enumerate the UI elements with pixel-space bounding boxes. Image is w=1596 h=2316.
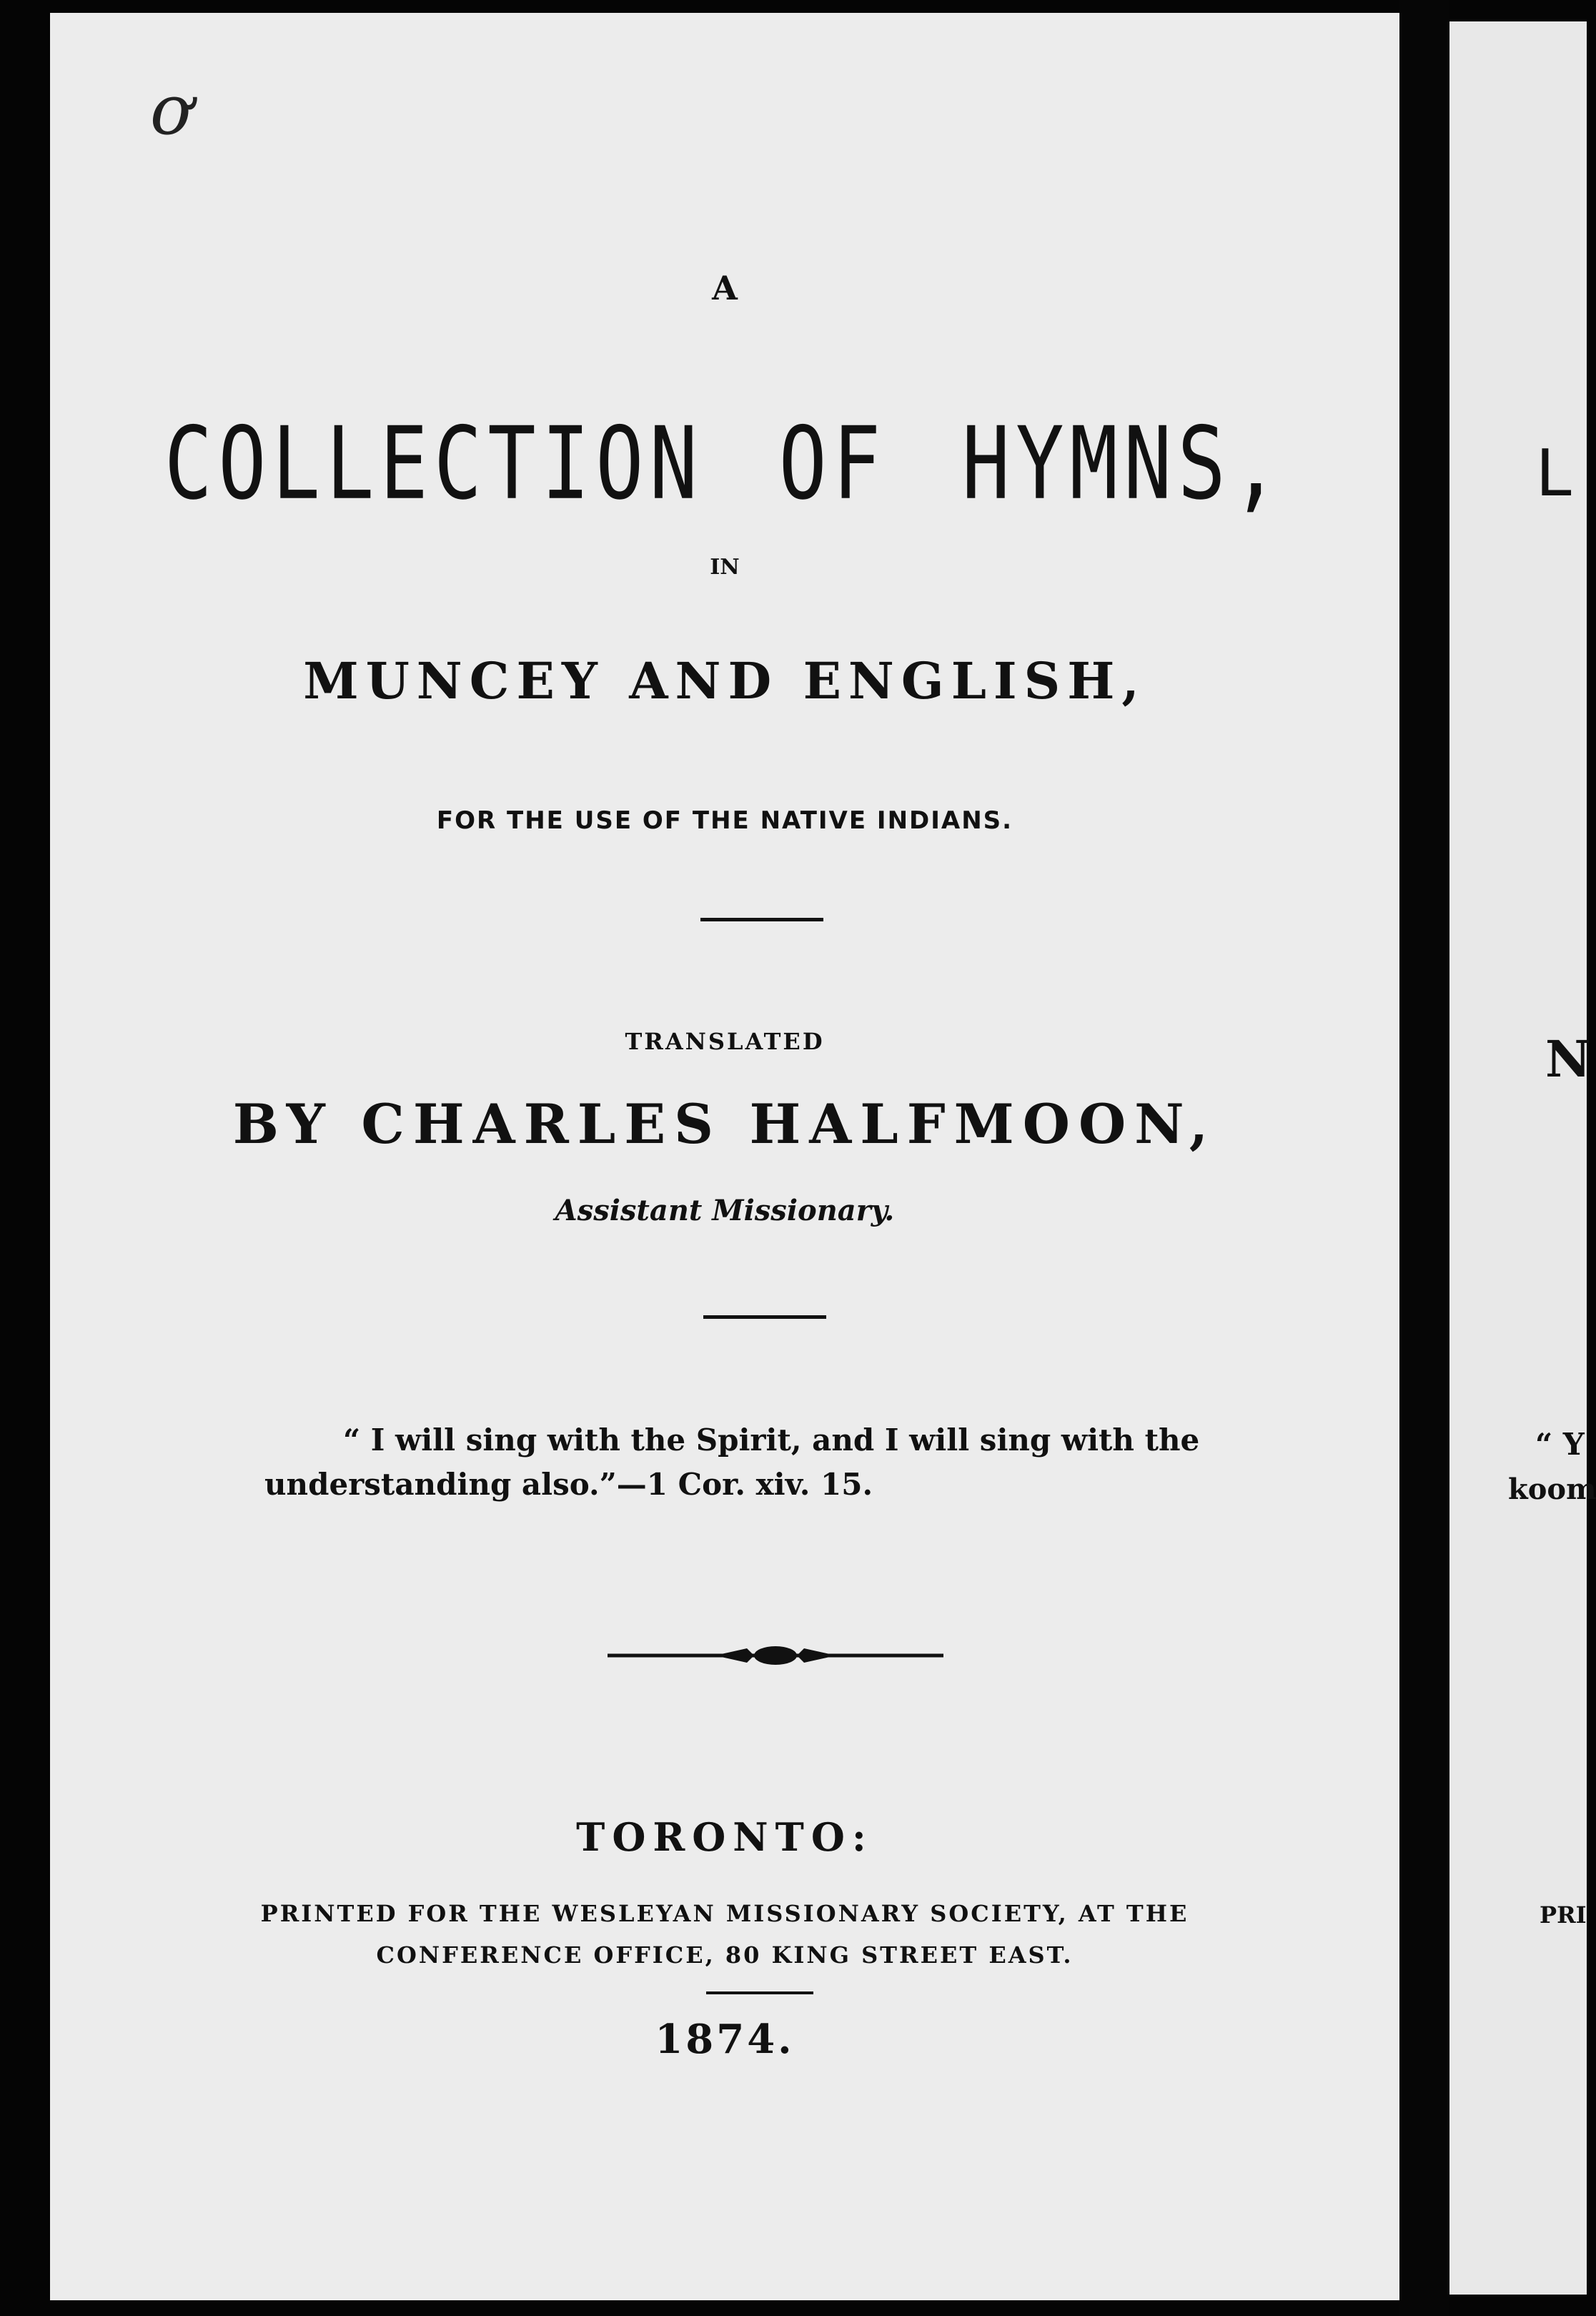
title-preposition: IN [710, 555, 740, 580]
publication-year: 1874. [655, 2016, 795, 2063]
ornament-rule [608, 1641, 943, 1670]
translator-name: BY CHARLES HALFMOON, [232, 1092, 1217, 1156]
epigraph: “ I will sing with the Spirit, and I will sing with the understanding also.”—1 Cor. xiv. 15. [264, 1422, 1200, 1502]
title-article: A [712, 269, 738, 307]
facing-fragment-3: “ Y [1535, 1427, 1585, 1462]
divider-rule-3 [706, 1991, 813, 1994]
translator-role: Assistant Missionary. [555, 1194, 895, 1227]
translated-label: TRANSLATED [625, 1028, 825, 1055]
printer-line-2: CONFERENCE OFFICE, 80 KING STREET EAST. [376, 1941, 1074, 1969]
book-languages: MUNCEY AND ENGLISH, [303, 651, 1146, 711]
facing-page [1449, 21, 1596, 2295]
publication-city: TORONTO: [576, 1814, 873, 1860]
handwritten-mark: ơ [150, 70, 192, 150]
printer-line-1: PRINTED FOR THE WESLEYAN MISSIONARY SOCIETY, AT THE [260, 1900, 1189, 1927]
printer-info [50, 1893, 1399, 1976]
book-purpose: FOR THE USE OF THE NATIVE INDIANS. [436, 806, 1013, 835]
facing-fragment-4: koom [1508, 1473, 1596, 1506]
book-title: COLLECTION OF HYMNS, [164, 406, 1286, 523]
facing-fragment-2: N [1545, 1029, 1591, 1089]
facing-fragment-5: PRI [1540, 1901, 1587, 1929]
divider-rule-1 [700, 918, 823, 921]
title-page [50, 13, 1399, 2300]
divider-rule-2 [703, 1315, 826, 1319]
book-gutter [1399, 0, 1449, 2316]
facing-fragment-1: L [1535, 436, 1575, 511]
